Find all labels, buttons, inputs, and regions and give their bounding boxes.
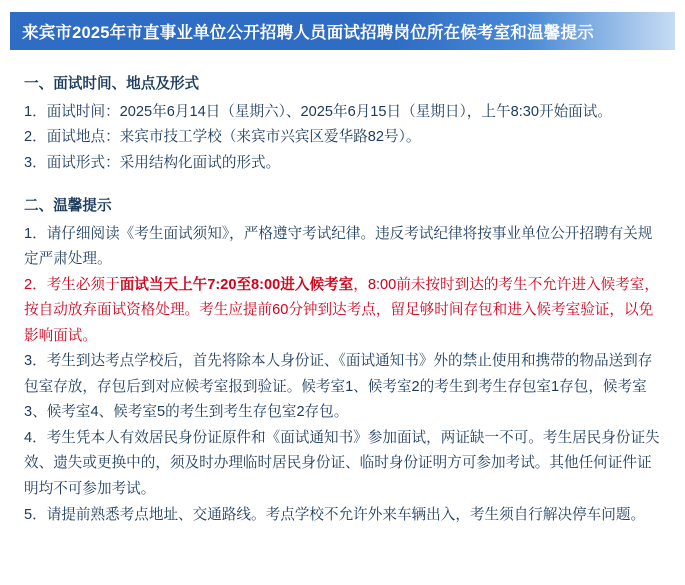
section2-item-2 [24,273,661,350]
section-heading-tips: 二、温馨提示 [24,198,112,215]
section2-item-4: 4．考生凭本人有效居民身份证原件和《面试通知书》参加面试，两证缺一不可。考生居民身份证失效、遗失或更换中的，须及时办理临时居民身份证、临时身份证明方可参加考试。其他任何证件证明均不可参加考试。 [24,429,660,497]
page-title: 来宾市2025年市直事业单位公开招聘人员面试招聘岗位所在候考室和温馨提示 [22,24,594,42]
document-title-banner [10,12,675,50]
section2-item-3: 3．考生到达考点学校后，首先将除本人身份证、《面试通知书》外的禁止使用和携带的物品送到存包室存放，存包后到对应候考室报到验证。候考室1、候考室2的考生到考生存包室1存包，候考室3、候考室4、候考室5的考生到考生存包室2存包。 [24,353,653,421]
section-divider-space [24,176,661,194]
section2-item-1: 1．请仔细阅读《考生面试须知》，严格遵守考试纪律。违反考试纪律将按事业单位公开招聘有关规定严肃处理。 [24,225,653,268]
section-heading-interview-info: 一、面试时间、地点及形式 [24,76,200,92]
section2-item-2-suffix: ，8:00前未按时到达的考生不允许进入候考室，按自动放弃面试资格处理。考生应提前60分钟到达考点，留足够时间存包和进入候考室验证，以免影响面试。 [24,276,659,344]
document-page [0,12,685,585]
section2-item-2-emphasis: 面试当天上午7:20至8:00进入候考室 [119,276,354,293]
section1-item-3: 3．面试形式：采用结构化面试的形式。 [24,154,281,171]
section1-item-2: 2．面试地点：来宾市技工学校（来宾市兴宾区爱华路82号）。 [24,129,421,146]
section2-item-2-prefix: 2．考生必须于 [24,276,120,293]
section2-item-5: 5．请提前熟悉考点地址、交通路线。考点学校不允许外来车辆出入，考生须自行解决停车问题。 [24,506,646,523]
document-body [0,50,685,528]
section1-item-1: 1．面试时间：2025年6月14日（星期六）、2025年6月15日（星期日），上午8:30开始面试。 [24,103,612,120]
